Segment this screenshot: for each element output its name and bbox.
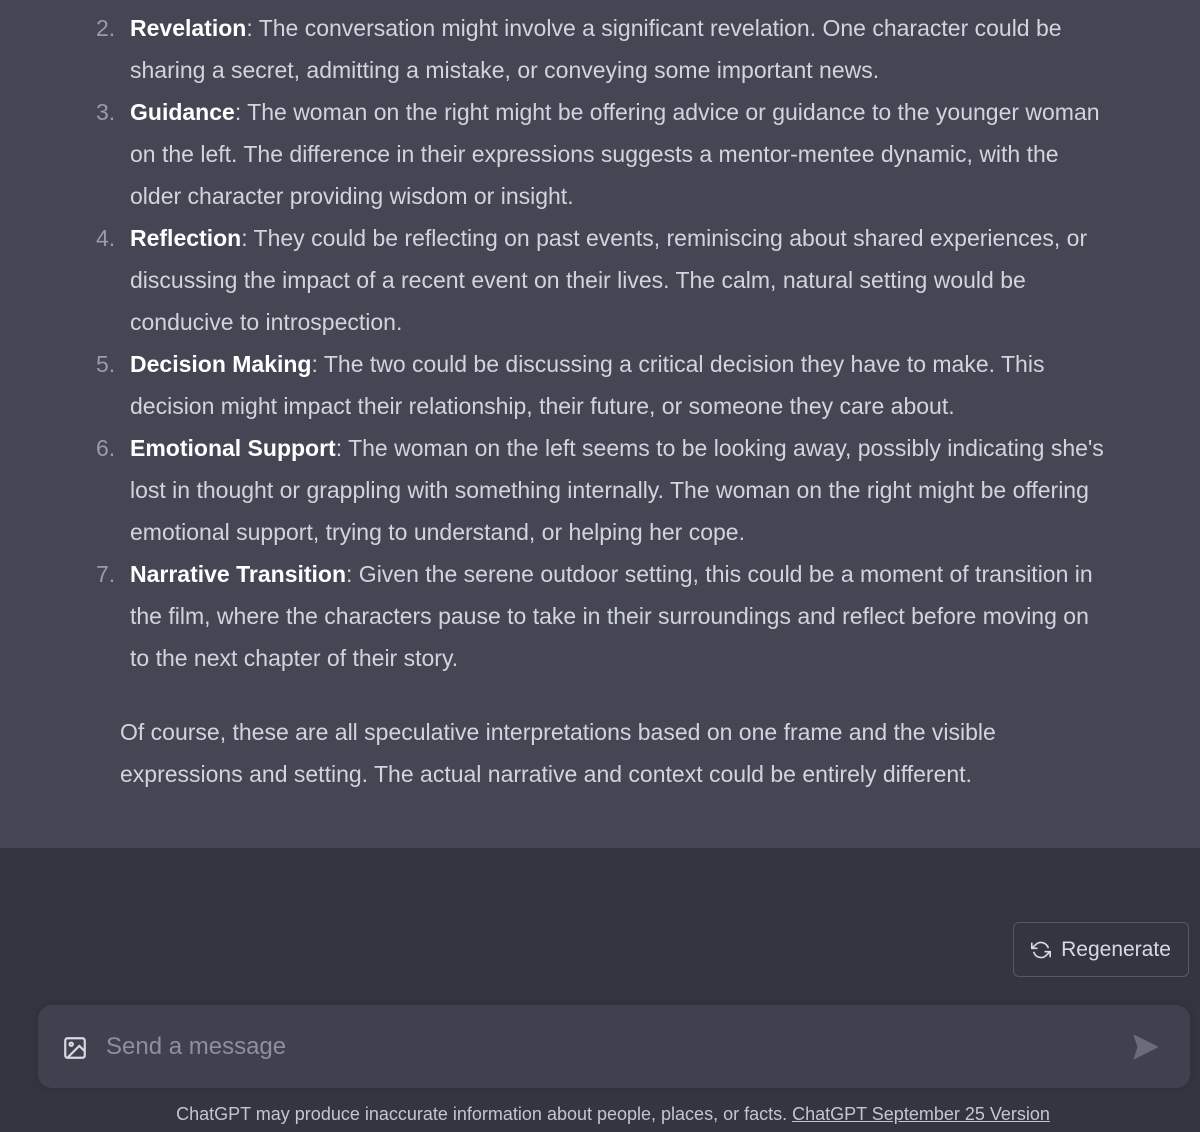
refresh-icon: [1031, 940, 1051, 960]
list-item-number: 5.: [96, 351, 116, 377]
list-item: [0, 217, 1105, 343]
image-icon[interactable]: [62, 1035, 88, 1061]
message-input[interactable]: [106, 1027, 1106, 1067]
list-item-title: Emotional Support: [130, 435, 336, 461]
list-item: [0, 343, 1105, 427]
list-item-text: : The conversation might involve a significant revelation. One character could be sharing a secret, admitting a mistake, or conveying some important news.: [130, 15, 1062, 83]
list-item-title: Reflection: [130, 225, 242, 251]
list-item-title: Guidance: [130, 99, 235, 125]
list-item-number: 6.: [96, 435, 116, 461]
list-item-number: 2.: [96, 15, 116, 41]
version-link[interactable]: ChatGPT September 25 Version: [792, 1104, 1050, 1124]
list-item-text: : Given the serene outdoor setting, this could be a moment of transition in the film, where the characters pause to take in their surroundings and reflect before moving on to the next chapter of their story.: [130, 561, 1093, 671]
list-item-text: : The two could be discussing a critical decision they have to make. This decision might impact their relationship, their future, or someone they care about.: [130, 351, 1045, 419]
regenerate-button[interactable]: [1013, 922, 1189, 977]
list-item-title: Narrative Transition: [130, 561, 347, 587]
footer-disclaimer: [0, 1102, 1200, 1126]
list-item-text: : The woman on the left seems to be looking away, possibly indicating she's lost in thought or grappling with something internally. The woman on the right might be offering emotional support, trying to understand, or helping her cope.: [130, 435, 1104, 545]
list-item: [0, 427, 1105, 553]
list-item-text: : The woman on the right might be offering advice or guidance to the younger woman on the left. The difference in their expressions suggests a mentor-mentee dynamic, with the older character providing wisdom or insight.: [130, 99, 1100, 209]
send-icon[interactable]: [1128, 1030, 1164, 1064]
interpretation-list: [0, 7, 1200, 679]
list-item-number: 3.: [96, 99, 116, 125]
list-item-text: : They could be reflecting on past events, reminiscing about shared experiences, or discussing the impact of a recent event on their lives. The calm, natural setting would be conducive to introspection.: [130, 225, 1088, 335]
list-item: [0, 91, 1105, 217]
list-item: [0, 7, 1105, 91]
list-item-number: 7.: [96, 561, 116, 587]
list-item-title: Revelation: [130, 15, 247, 41]
list-item-title: Decision Making: [130, 351, 312, 377]
closing-paragraph: Of course, these are all speculative interpretations based on one frame and the visible expressions and setting. The actual narrative and context could be entirely different.: [120, 719, 996, 787]
regenerate-label: Regenerate: [1061, 937, 1171, 961]
list-item-number: 4.: [96, 225, 116, 251]
disclaimer-text: ChatGPT may produce inaccurate information about people, places, or facts.: [176, 1104, 793, 1124]
list-item: [0, 553, 1105, 679]
